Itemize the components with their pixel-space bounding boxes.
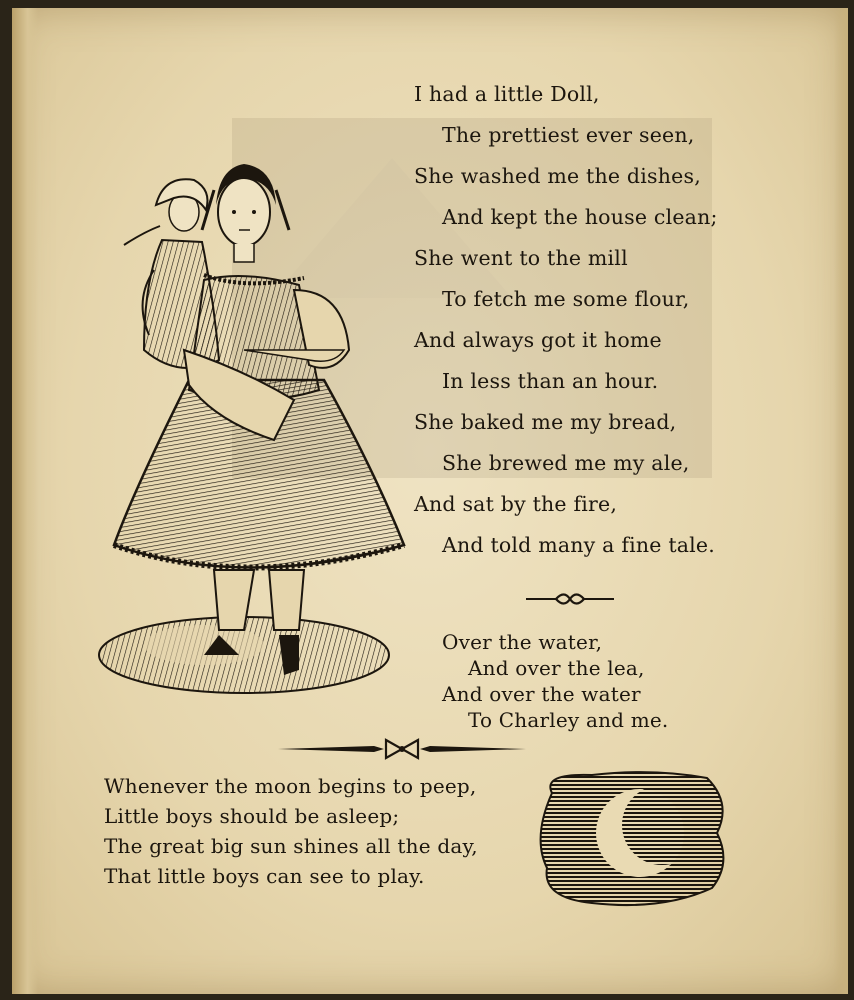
poem-line: To fetch me some flour, xyxy=(442,287,690,311)
girl-with-doll-illustration xyxy=(94,150,414,695)
poem-line: The prettiest ever seen, xyxy=(442,123,695,147)
poem-line: I had a little Doll, xyxy=(414,82,600,106)
poem-line: She baked me my bread, xyxy=(414,410,677,434)
crescent-moon-illustration xyxy=(532,763,732,913)
poem-line: Over the water, xyxy=(442,630,603,654)
poem-line: She went to the mill xyxy=(414,246,628,270)
poem-line: She washed me the dishes, xyxy=(414,164,701,188)
poem-line: She brewed me my ale, xyxy=(442,451,690,475)
poem-line: And told many a fine tale. xyxy=(442,533,715,557)
poem-line: Whenever the moon begins to peep, xyxy=(104,774,477,798)
book-page xyxy=(12,8,848,994)
page-edge-shadow xyxy=(834,8,848,994)
poem-line: And always got it home xyxy=(414,328,662,352)
page-spine-shadow xyxy=(12,8,38,994)
poem-line: And sat by the fire, xyxy=(414,492,618,516)
poem-line: And over the lea, xyxy=(468,656,645,680)
poem-line: The great big sun shines all the day, xyxy=(104,834,478,858)
poem-line: That little boys can see to play. xyxy=(104,864,425,888)
poem-line: In less than an hour. xyxy=(442,369,659,393)
poem-line: To Charley and me. xyxy=(468,708,669,732)
large-ornament-divider xyxy=(274,737,530,761)
poem-line: And kept the house clean; xyxy=(442,205,718,229)
poem-line: Little boys should be asleep; xyxy=(104,804,400,828)
poem-line: And over the water xyxy=(442,682,641,706)
small-ornament-divider xyxy=(522,588,618,610)
